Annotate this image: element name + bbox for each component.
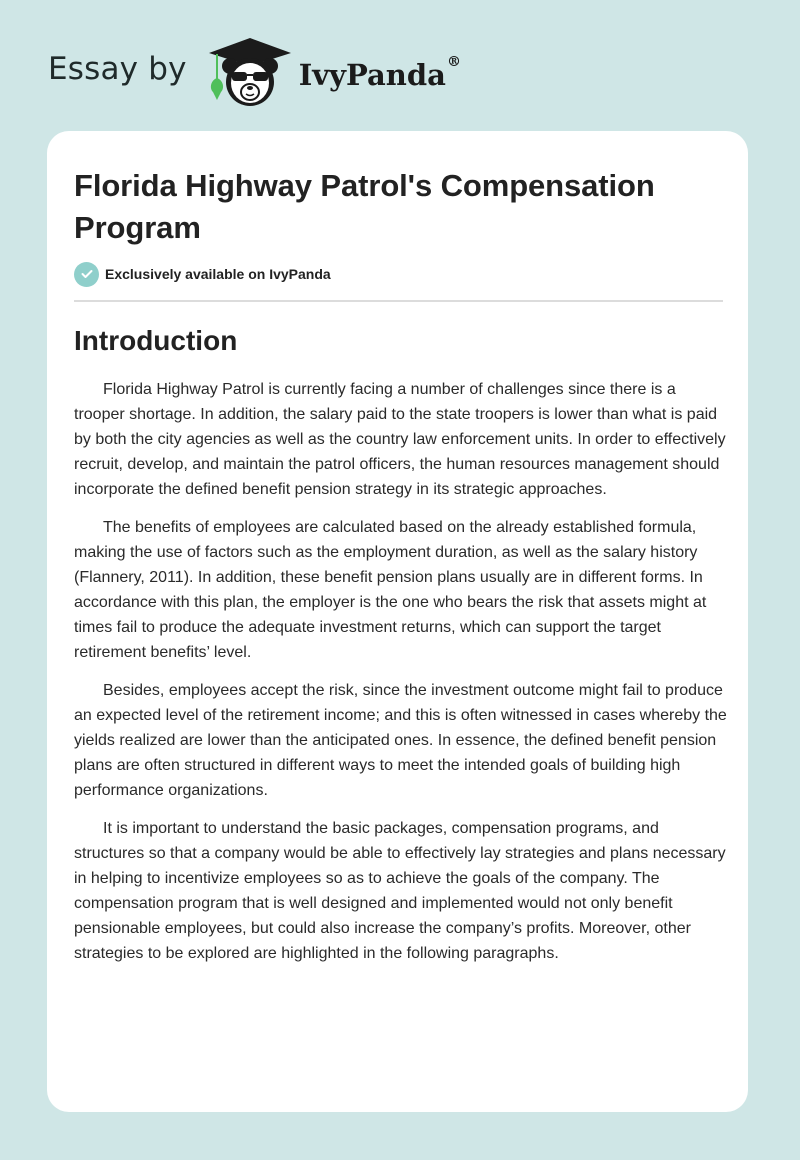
brand-prefix: Essay by (48, 51, 187, 87)
essay-card (47, 131, 748, 1112)
divider (74, 300, 723, 302)
paragraph: The benefits of employees are calculated based on the already established formula, making the use of factors such as the employment duration, as well as the salary history (Flannery, 2011). In addition, these benefit pension plans usually are in different forms. In accordance with this plan, the employer is the one who bears the risk that assets might at times fail to produce the adequate investment returns, which can support the target retirement benefits’ level. (74, 519, 707, 661)
paragraph: Besides, employees accept the risk, since the investment outcome might fail to produce an expected level of the retirement income; and this is often witnessed in cases whereby the yields realized are lower than the anticipated ones. In essence, the defined benefit pension plans are often structured in different ways to meet the intended goals of building high performance organizations. (74, 682, 727, 799)
brand-name: IvyPanda® (298, 54, 461, 92)
section-introduction (74, 324, 727, 966)
site-header-brand[interactable] (48, 36, 461, 110)
check-circle-icon (74, 262, 99, 287)
paragraph: It is important to understand the basic packages, compensation programs, and structures so that a company would be able to effectively lay strategies and plans necessary in helping to incentivize employees so as to achieve the goals of the company. The compensation program that is well designed and implemented would not only benefit pensionable employees, but could also increase the company’s profits. Moreover, other strategies to be explored are highlighted in the following paragraphs. (74, 820, 726, 962)
registered-mark: ® (446, 54, 461, 70)
panda-graduate-logo-icon (205, 36, 295, 110)
page-title: Florida Highway Patrol's Compensation Program (74, 168, 655, 245)
exclusive-text: Exclusively available on IvyPanda (105, 266, 331, 282)
exclusive-badge (74, 261, 722, 287)
paragraph: Florida Highway Patrol is currently facing a number of challenges since there is a trooper shortage. In addition, the salary paid to the state troopers is lower than what is paid by both the city agencies as well as the country law enforcement units. In order to effectively recruit, develop, and maintain the patrol officers, the human resources management should incorporate the defined benefit pension strategy in its strategic approaches. (74, 381, 726, 498)
section-heading: Introduction (74, 325, 238, 356)
